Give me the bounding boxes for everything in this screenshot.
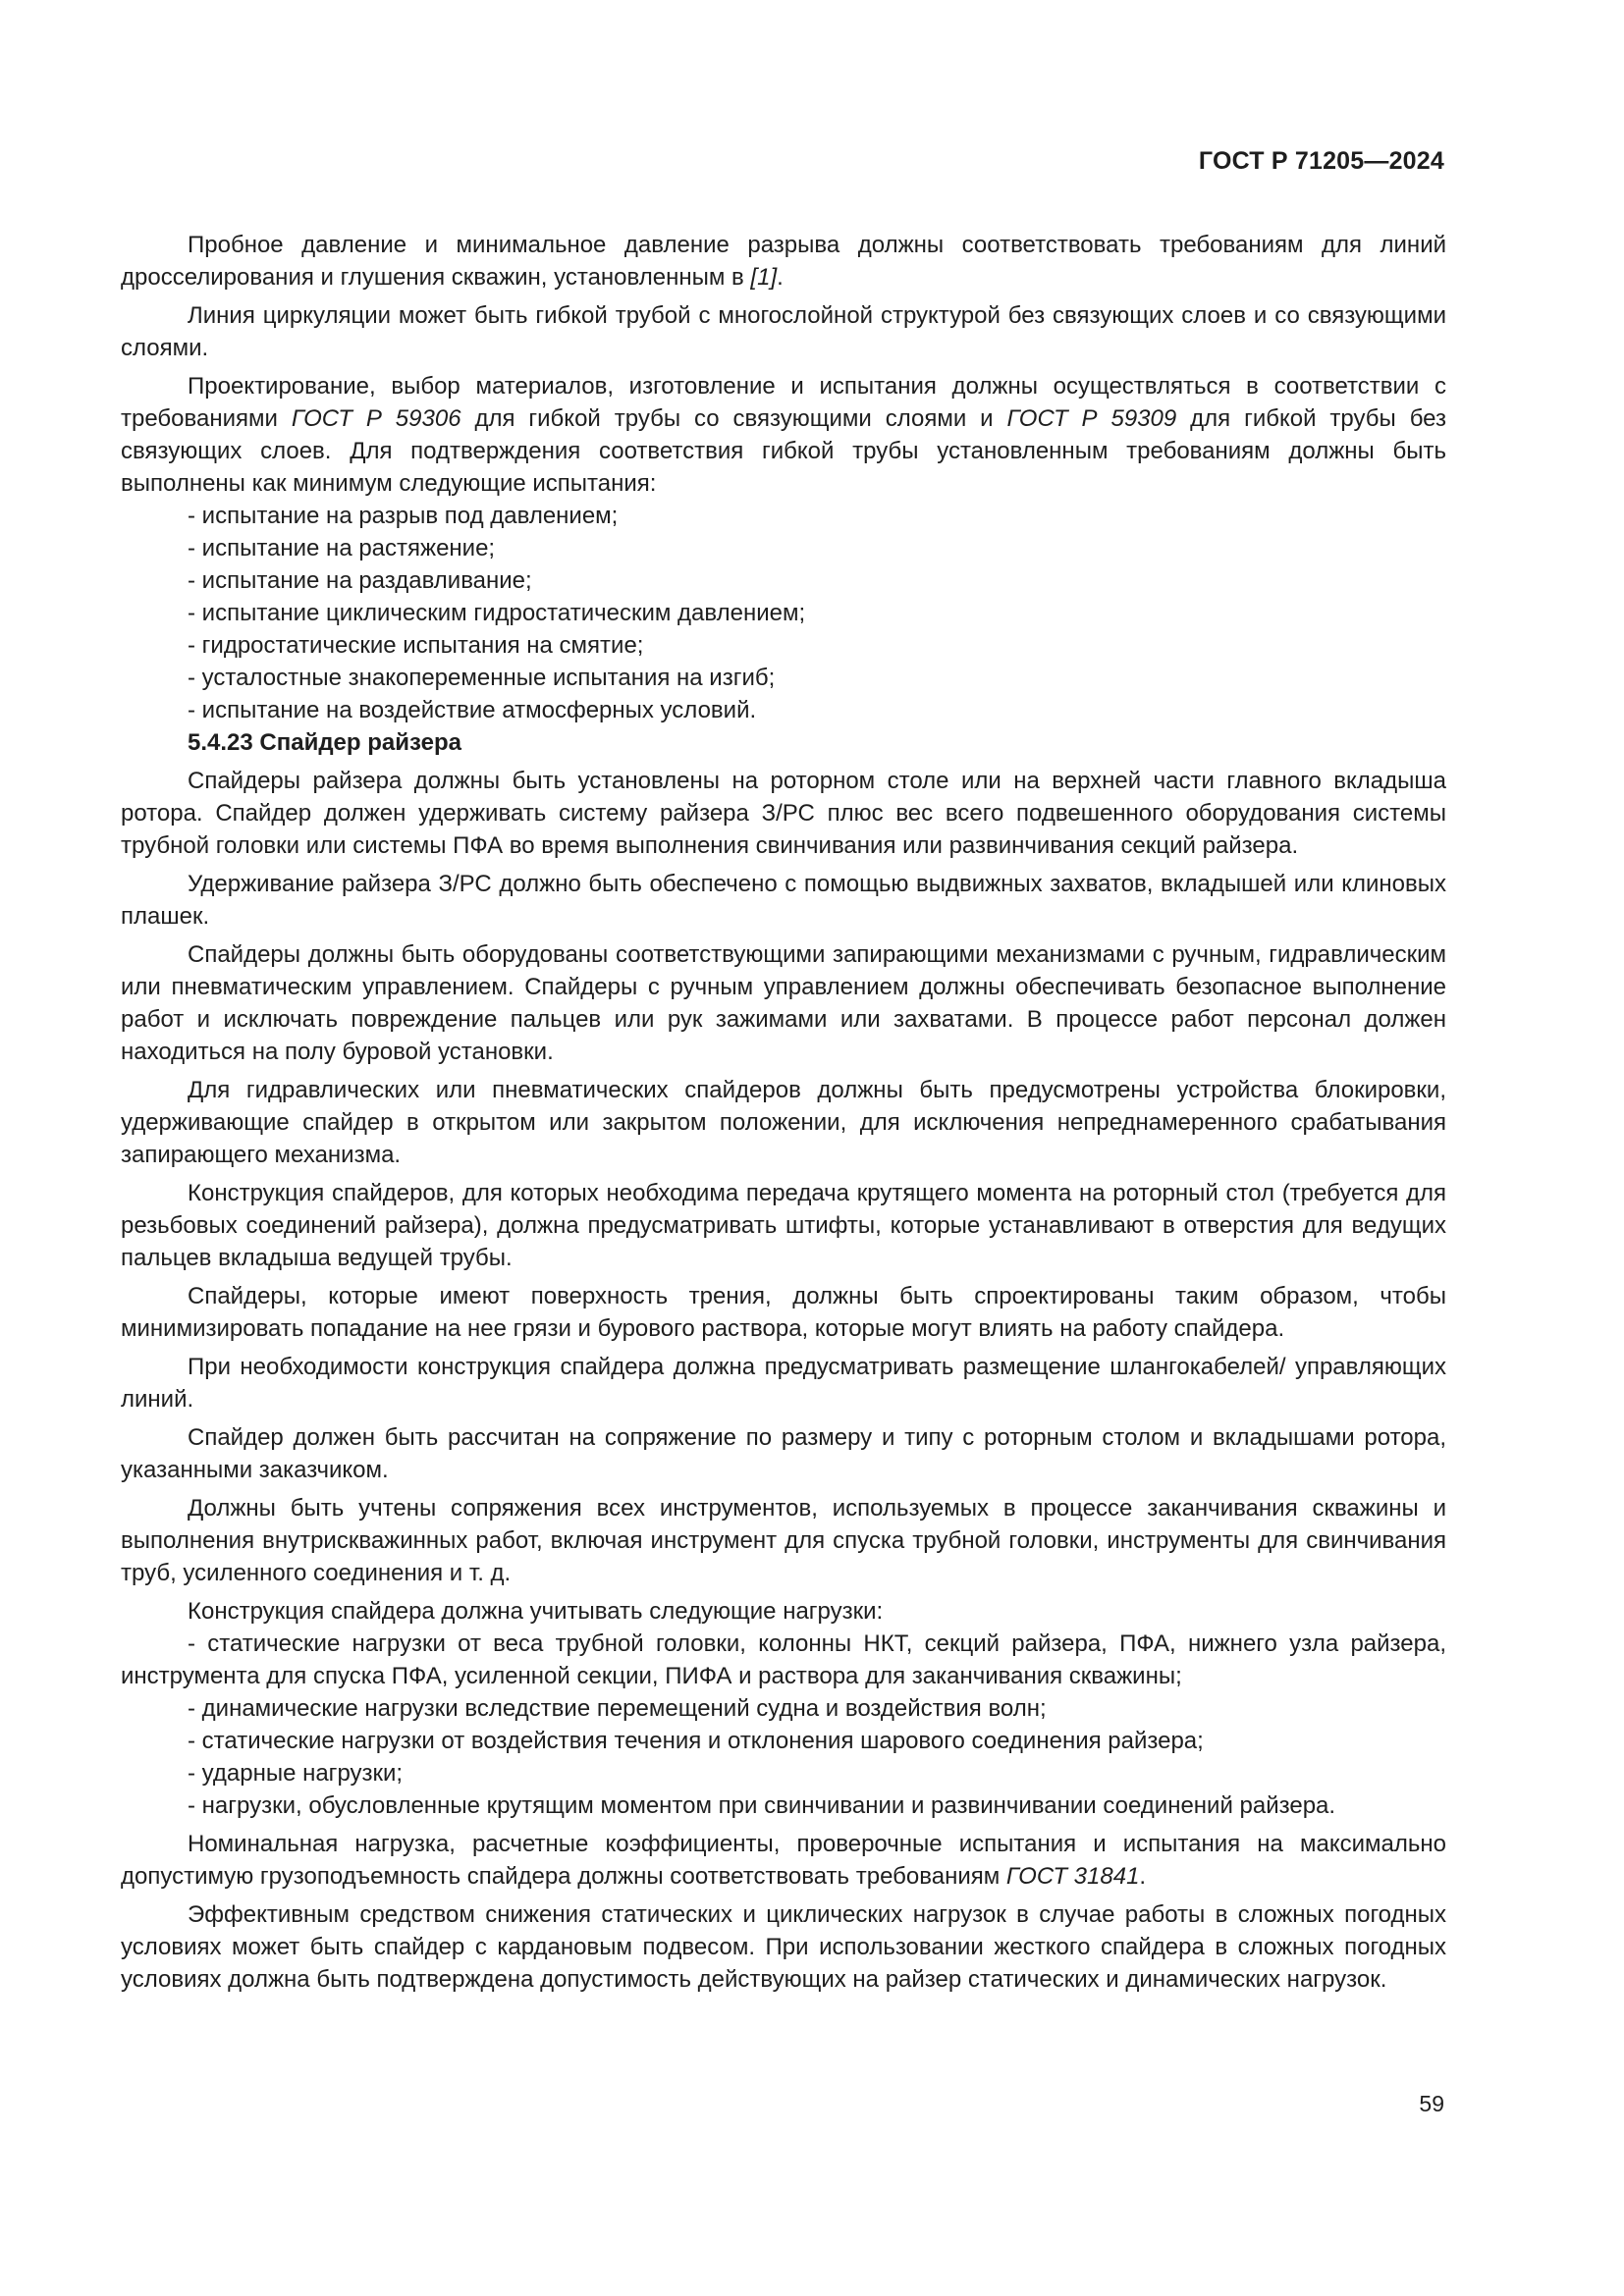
paragraph — [121, 1177, 1446, 1274]
list-item — [121, 564, 1446, 597]
paragraph — [121, 938, 1446, 1068]
text-run: - испытание на разрыв под давлением; — [188, 503, 619, 529]
section-heading — [121, 726, 1446, 759]
text-run: Спайдеры, которые имеют поверхность трения, должны быть спроектированы таким образом, чтобы минимизировать попадание на нее грязи и бурового раствора, которые могут влиять на работу спайдера. — [121, 1283, 1446, 1342]
text-run: Спайдер должен быть рассчитан на сопряжение по размеру и типу с роторным столом и вкладышами ротора, указанными заказчиком. — [121, 1424, 1446, 1483]
text-run: - ударные нагрузки; — [188, 1760, 404, 1787]
text-run: - статические нагрузки от воздействия течения и отклонения шарового соединения райзера; — [188, 1728, 1204, 1754]
text-run: - динамические нагрузки вследствие перемещений судна и воздействия волн; — [188, 1695, 1047, 1722]
text-run: Номинальная нагрузка, расчетные коэффициенты, проверочные испытания и испытания на максимально допустимую грузоподъемность спайдера должны соответствовать требованиям — [121, 1831, 1446, 1890]
text-run: - испытание на растяжение; — [188, 535, 496, 561]
text-run: - статические нагрузки от веса трубной головки, колонны НКТ, секций райзера, ПФА, нижнего узла райзера, инструмента для спуска ПФА, усиленной секции, ПИФА и раствора для заканчивания скважины; — [121, 1630, 1446, 1689]
text-run: - испытание на раздавливание; — [188, 567, 532, 594]
text-run: Должны быть учтены сопряжения всех инструментов, используемых в процессе заканчивания скважины и выполнения внутрискважинных работ, включая инструмент для спуска трубной головки, инструменты для свинчивания труб, усиленного соединения и т. д. — [121, 1495, 1446, 1586]
text-run: Эффективным средством снижения статических и циклических нагрузок в случае работы в сложных погодных условиях может быть спайдер с кардановым подвесом. При использовании жесткого спайдера в сложных погодных условиях должна быть подтверждена допустимость действующих на райзер статических и динамических нагрузок. — [121, 1901, 1446, 1993]
paragraph — [121, 765, 1446, 862]
text-run: Конструкция спайдера должна учитывать следующие нагрузки: — [188, 1598, 884, 1625]
document-body — [121, 229, 1446, 1996]
list-item — [121, 532, 1446, 564]
text-run: 5.4.23 Спайдер райзера — [188, 729, 461, 756]
paragraph — [121, 370, 1446, 500]
text-run: . — [777, 264, 784, 291]
text-run: . — [1139, 1863, 1147, 1890]
paragraph — [121, 1074, 1446, 1171]
list-item — [121, 597, 1446, 629]
text-run: - гидростатические испытания на смятие; — [188, 632, 644, 659]
paragraph — [121, 868, 1446, 933]
list-item — [121, 629, 1446, 662]
list-item — [121, 1692, 1446, 1725]
list-item — [121, 694, 1446, 726]
list-item — [121, 1628, 1446, 1692]
reference-text: [1] — [750, 264, 778, 291]
text-run: Линия циркуляции может быть гибкой трубой с многослойной структурой без связующих слоев и со связующими слоями. — [121, 302, 1446, 361]
text-run: Спайдеры райзера должны быть установлены на роторном столе или на верхней части главного вкладыша ротора. Спайдер должен удерживать систему райзера З/РС плюс вес всего подвешенного оборудования системы трубной головки или системы ПФА во время выполнения свинчивания или развинчивания секций райзера. — [121, 768, 1446, 859]
text-run: Удерживание райзера З/РС должно быть обеспечено с помощью выдвижных захватов, вкладышей или клиновых плашек. — [121, 871, 1446, 930]
reference-text: ГОСТ Р 59309 — [1006, 405, 1177, 432]
text-run: - испытание циклическим гидростатическим давлением; — [188, 600, 806, 626]
text-run: Для гидравлических или пневматических спайдеров должны быть предусмотрены устройства блокировки, удерживающие спайдер в открытом или закрытом положении, для исключения непреднамеренного срабатывания запирающего механизма. — [121, 1077, 1446, 1168]
text-run: - нагрузки, обусловленные крутящим моментом при свинчивании и развинчивании соединений райзера. — [188, 1792, 1336, 1819]
text-run: При необходимости конструкция спайдера должна предусматривать размещение шлангокабелей/ управляющих линий. — [121, 1354, 1446, 1413]
paragraph — [121, 229, 1446, 294]
text-run: Пробное давление и минимальное давление разрыва должны соответствовать требованиям для линий дросселирования и глушения скважин, установленным в — [121, 232, 1446, 291]
paragraph — [121, 1280, 1446, 1345]
list-item — [121, 500, 1446, 532]
text-run: для гибкой трубы со связующими слоями и — [460, 405, 1007, 432]
paragraph — [121, 1421, 1446, 1486]
reference-text: ГОСТ 31841 — [1005, 1863, 1140, 1890]
paragraph — [121, 1351, 1446, 1415]
text-run: - усталостные знакопеременные испытания на изгиб; — [188, 665, 776, 691]
text-run: Конструкция спайдеров, для которых необходима передача крутящего момента на роторный стол (требуется для резьбовых соединений райзера), должна предусматривать штифты, которые устанавливают в отверстия для ведущих пальцев вкладыша ведущей трубы. — [121, 1180, 1446, 1271]
text-run: Спайдеры должны быть оборудованы соответствующими запирающими механизмами с ручным, гидравлическим или пневматическим управлением. Спайдеры с ручным управлением должны обеспечивать безопасное выполнение работ и исключать повреждение пальцев или рук зажимами или захватами. В процессе работ персонал должен находиться на полу буровой установки. — [121, 941, 1446, 1065]
list-item — [121, 1757, 1446, 1789]
text-run: Проектирование, выбор материалов, изготовление и испытания должны осуществляться в соответствии с требованиями — [121, 373, 1446, 432]
text-run: для гибкой трубы без связующих слоев. Для подтверждения соответствия гибкой трубы установленным требованиям должны быть выполнены как минимум следующие испытания: — [121, 405, 1446, 497]
page-number: 59 — [1419, 2091, 1444, 2116]
paragraph — [121, 1828, 1446, 1893]
list-item — [121, 662, 1446, 694]
paragraph — [121, 1492, 1446, 1589]
paragraph — [121, 299, 1446, 364]
paragraph — [121, 1898, 1446, 1996]
list-item — [121, 1789, 1446, 1822]
text-run: - испытание на воздействие атмосферных условий. — [188, 697, 757, 723]
list-item — [121, 1725, 1446, 1757]
document-header: ГОСТ Р 71205—2024 — [1198, 147, 1444, 175]
paragraph — [121, 1595, 1446, 1628]
reference-text: ГОСТ Р 59306 — [291, 405, 461, 432]
